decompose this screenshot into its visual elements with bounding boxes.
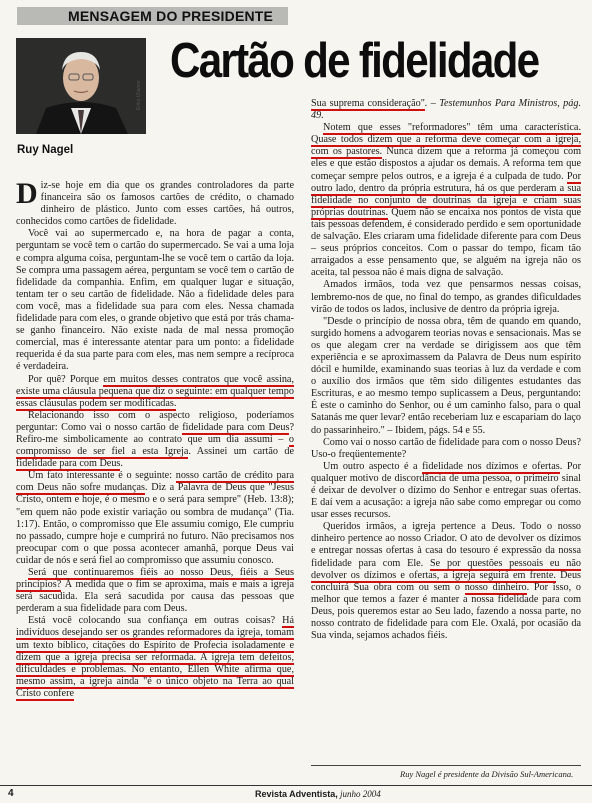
author-photo [16, 38, 146, 134]
left-column [16, 177, 294, 700]
underlined-text: Sua suprema consideração" [311, 98, 425, 109]
underlined-text: fidelidade nos dízimos e ofertas [422, 460, 560, 472]
underlined-text: fidelidade para com Deus [182, 421, 290, 433]
underlined-text: em muitos desses contratos que você assina, existe uma cláusula pequena que diz o seguinte: em qualquer tempo essas cláusulas podem ser modificadas. [16, 373, 294, 409]
underlined-text: Há indivíduos desejando ser os grandes reformadores da igreja, tomam um texto bíblico, citações do Espírito de Profecia isoladamente e dizem que a igreja precisa ser reformada. A igreja tem defeitos, dificuldades e problemas. No entanto, Ellen White afirma que, mesmo assim, a igreja ainda "é o único objeto na Terra ao qual Cristo confere [16, 615, 294, 699]
article-title: Cartão de fidelidade [170, 34, 539, 88]
paragraph: Notem que esses "reformadores" têm uma característica. Quase todos dizem que a reforma deve começar com a igreja, com os pastores. Nunca dizem que a reforma já começou com eles e que estão dispostos a ajudar os demais. A reforma tem que começar sempre pelos outros, e a igreja é a culpada de tudo. Por outro lado, dentro da própria estrutura, há os que perderam a sua fidelidade no conjunto de doutrinas da igreja e criam suas próprias doutrinas. Quem não se encaixa nos pontos de vista que tais pessoas defendem, é considerado perdido e sem oportunidade de salvação. Eles criaram uma fidelidade diferente para com Deus – seus próprios conceitos. Com o passar do tempo, ficam tão arraigados a esse pensamento que, se alguém na igreja não os aceita, tal pessoa não é mais digna de salvação. [311, 122, 581, 279]
underlined-text: Notem que esses "reformadores" têm uma característica. Quase todos dizem que a reforma deve começar com a igreja, com os pastores. [311, 122, 581, 158]
underlined-text: nosso cartão de crédito para com Deus não sofre mudanças [16, 470, 294, 494]
paragraph: Você vai ao supermercado e, na hora de pagar a conta, perguntam se você tem o cartão do supermercado. Se vai a uma loja e compra alguma coisa, perguntam-lhe se você tem o cartão da loja. Se compra uma passagem aérea, perguntam se você tem o cartão de fidelidade da companhia. Enfim, em qualquer lugar e situação, tentam ter o seu cartão de fidelidade. Não a fidelidade deles para com você, mas a fidelidade sua para com eles. Nessa chamada fidelidade para com eles, o grande objetivo que está por trás chama-se ganho financeiro. Não existe nada de mal nessa promoção comercial, mas é interessante atentar para um ponto: a fidelidade requerida é da sua parte para com eles, mas nem sempre a recíproca é verdadeira. [16, 228, 294, 373]
underlined-text: nosso dinheiro [464, 581, 527, 593]
paragraph: "Desde o princípio de nossa obra, têm de quando em quando, surgido homens a advogarem teorias novas e sensacionais. Mas se os que alegam crer na verdade se dirigissem aos que têm experiência e se aproximassem da Palavra de Deus num espírito dócil e humilde, examinando suas teorias à luz da verdade e com o auxílio dos irmãos que têm sido diligentes estudantes das Escrituras, e ao mesmo tempo suplicassem a Deus, perguntando: É este o caminho do Senhor, ou é um caminho falso, para o qual Satanás me quer levar? então receberiam luz e escapariam do laço do passarinheiro." – Ibidem, págs. 54 e 55. [311, 315, 581, 436]
underlined-text: fidelidade para com Deus [16, 458, 121, 470]
paragraph: Um outro aspecto é a fidelidade nos dízimos e ofertas. Por qualquer motivo de discordância de uma pessoa, o primeiro sinal é deixar de devolver o dízimo do Senhor e entregar suas ofertas. E daí vem a acusação: a igreja não sabe como empregar ou como usar esses recursos. [311, 460, 581, 521]
underlined-text: Será que continuaremos fiéis ao nosso Deus, fiéis a Seus princípios? [16, 567, 294, 591]
paragraph: Diz-se hoje em dia que os grandes controladores da parte financeira são os famosos cartões de crédito, o chamado dinheiro de plástico. Junto com esses cartões, há outros, conhecidos como cartões de fidelidade. [16, 177, 294, 228]
underlined-text: Se por questões pessoais eu não devolver os dízimos e ofertas, a igreja seguirá em frente. [311, 557, 582, 581]
issue-date: junho 2004 [337, 789, 381, 799]
author-note: Ruy Nagel é presidente da Divisão Sul-Americana. [400, 769, 574, 779]
portrait-image [16, 38, 146, 134]
paragraph: Amados irmãos, toda vez que pensarmos nessas coisas, lembremo-nos de que, no final do tempo, as grandes dificuldades virão de todos os lados, inclusive de dentro da própria igreja. [311, 279, 581, 315]
paragraph: Um fato interessante é o seguinte: nosso cartão de crédito para com Deus não sofre mudanças. Diz a Palavra de Deus que "Jesus Cristo, ontem e hoje, é o mesmo e o será para sempre" (Heb. 13:8); "em quem não pode existir variação ou sombra de mudança" (Tia. 1:17). Então, o compromisso que Ele assumiu comigo, Ele cumpriu no passado, cumpre hoje e cumprirá no futuro. Não precisamos nos preocupar com o que possa acontecer amanhã, porque Deus vai cuidar de nós e será fiel ao compromisso que assumiu conosco. [16, 470, 294, 566]
photo-credit: Ériko Ulianov [136, 80, 142, 110]
underlined-text: Por outro lado, dentro da própria estrutura, há os que perderam a sua fidelidade no conjunto de doutrinas da igreja e criam suas próprias doutrinas. [311, 170, 581, 218]
paragraph: Como vai o nosso cartão de fidelidade para com o nosso Deus? Uso-o freqüentemente? [311, 436, 581, 460]
paragraph: Será que continuaremos fiéis ao nosso Deus, fiéis a Seus princípios? À medida que o fim se aproxima, mais e mais a igreja será sacudida. Ela será sacudida por causa das pessoas que perderam a sua fidelidade para com Deus. [16, 567, 294, 615]
footer-divider [311, 765, 581, 766]
section-title: MENSAGEM DO PRESIDENTE [68, 8, 274, 24]
drop-cap: D [16, 177, 38, 210]
paragraph: Relacionando isso com o aspecto religioso, poderíamos perguntar: Como vai o nosso cartão de fidelidade para com Deus? Refiro-me simbolicamente ao contrato que um dia assumi – o compromisso de ser fiel a esta Igreja. Assinei um cartão de fidelidade para com Deus. [16, 409, 294, 470]
page-number: 4 [8, 788, 14, 799]
paragraph: Sua suprema consideração". – Testemunhos Para Ministros, pág. 49. [311, 98, 582, 122]
underlined-text: o compromisso de ser fiel a esta Igreja [16, 433, 294, 458]
paragraph: Queridos irmãos, a igreja pertence a Deus. Todo o nosso dinheiro pertence ao nosso Criador. O ato de devolver os dízimos e entregar nossas ofertas à casa do tesouro é expressão da nossa fidelidade para com Ele. Se por questões pessoais eu não devolver os dízimos e ofertas, a igreja seguirá em frente. Deus concluirá Sua obra com ou sem o nosso dinheiro. Por isso, o melhor que temos a fazer é manter a nossa fidelidade para com Deus, pois queremos estar ao Seu lado, fazendo a nossa parte, no nosso contrato de fidelidade para com Ele. Oxalá, por ocasião da Sua vinda, sejamos achados fiéis. [311, 521, 582, 642]
page-bottom-rule [0, 785, 592, 786]
paragraph: Está você colocando sua confiança em outras coisas? Há indivíduos desejando ser os grandes reformadores da igreja, tomam um texto bíblico, citações do Espírito de Profecia isoladamente e dizem que a igreja precisa ser reformada. A igreja tem defeitos, dificuldades e problemas. No entanto, Ellen White afirma que, mesmo assim, a igreja ainda "é o único objeto na Terra ao qual Cristo confere [16, 615, 294, 699]
right-column [311, 98, 581, 642]
author-name: Ruy Nagel [17, 144, 74, 156]
magazine-name: Revista Adventista, [255, 789, 338, 799]
paragraph: Por quê? Porque em muitos desses contratos que você assina, existe uma cláusula pequena que diz o seguinte: em qualquer tempo essas cláusulas podem ser modificadas. [16, 373, 294, 409]
magazine-footer [255, 789, 381, 799]
